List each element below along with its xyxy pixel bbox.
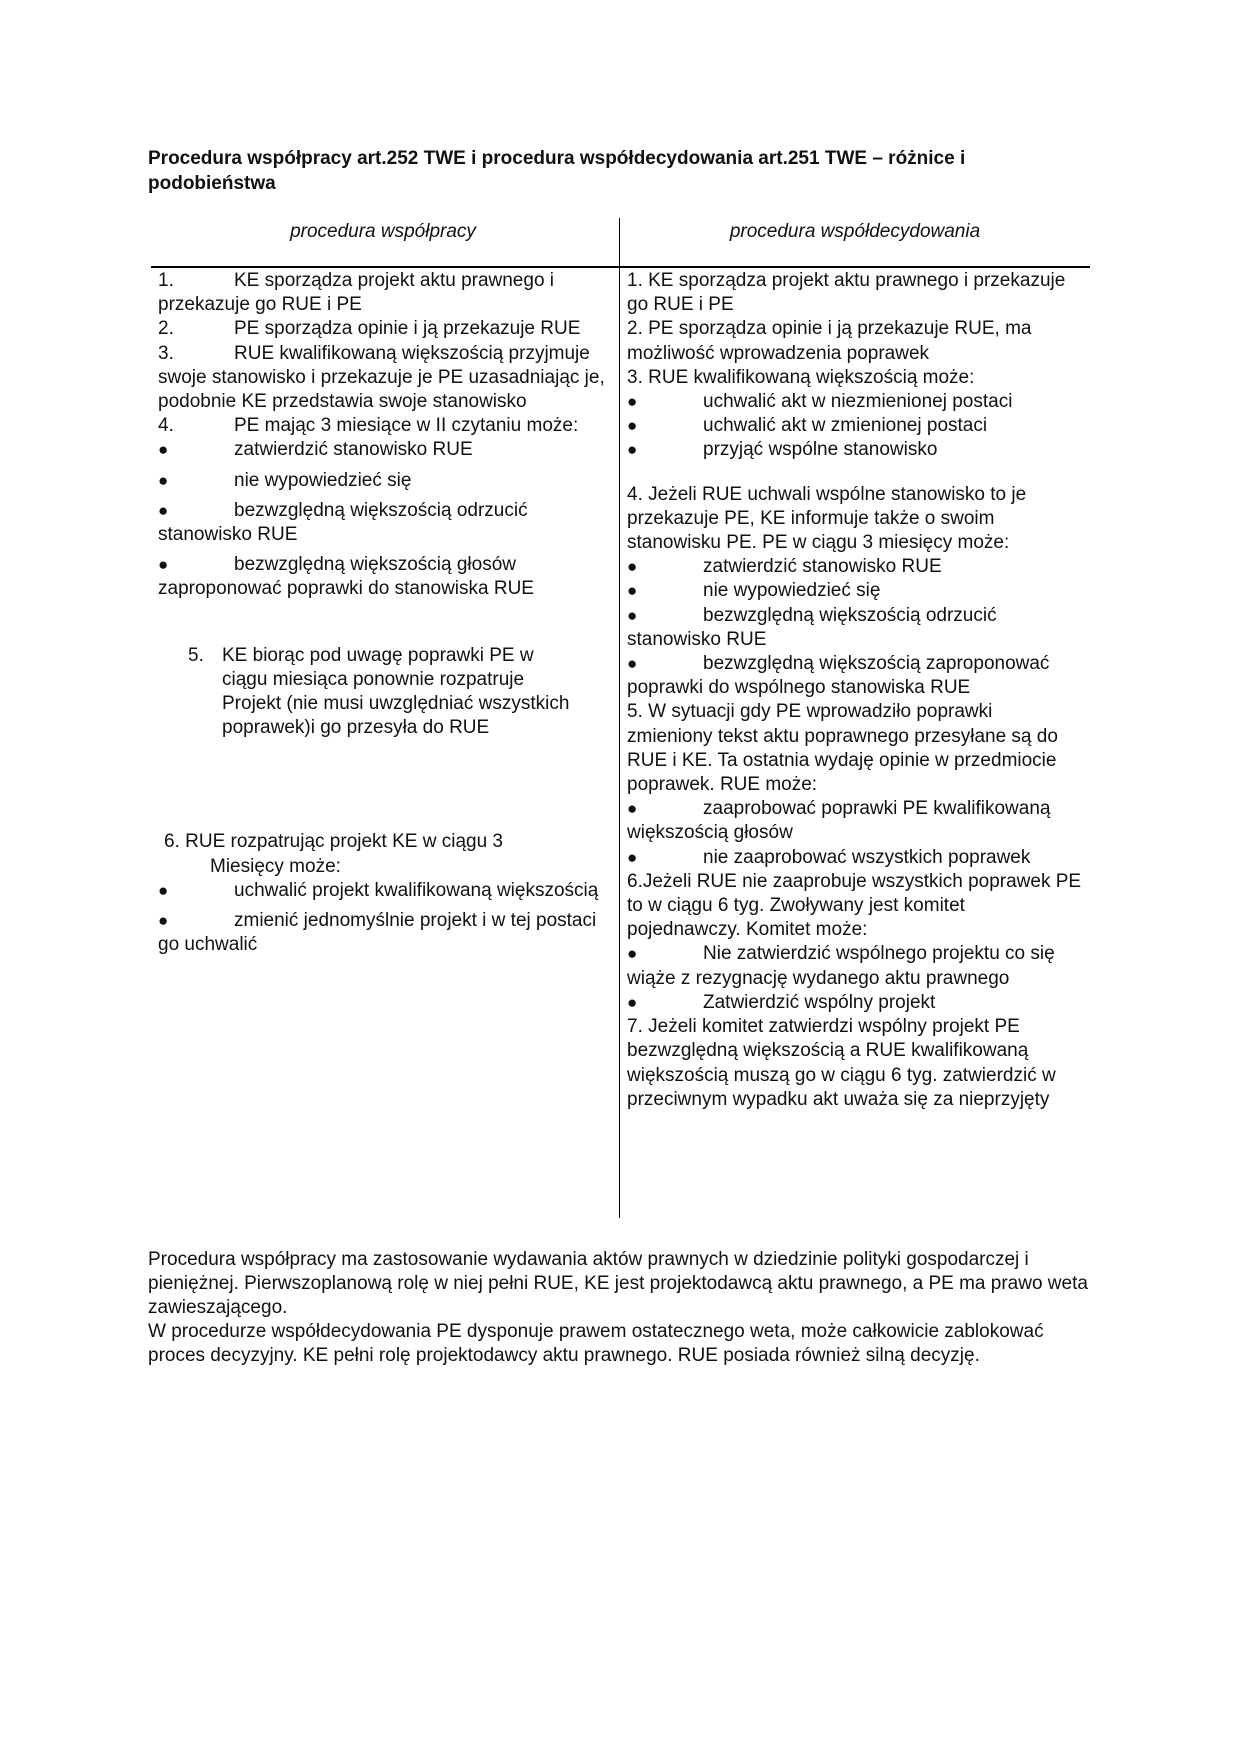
bullet-icon xyxy=(158,499,234,523)
left-header-rule xyxy=(151,266,619,268)
codecision-procedure-column xyxy=(627,269,1082,1112)
list-item: 4. Jeżeli RUE uchwali wspólne stanowisko to je przekazuje PE, KE informuje także o swoim stanowisku PE. PE w ciągu 3 miesięcy może: xyxy=(627,483,1027,554)
bullet-item: ●zmienić jednomyślnie projekt i w tej postaci go uchwalić xyxy=(158,909,613,957)
list-item: 2. PE sporządza opinie i ją przekazuje RUE, ma możliwość wprowadzenia poprawek xyxy=(627,318,1032,364)
list-item: 7. Jeżeli komitet zatwierdzi wspólny projekt PE bezwzględną większością a RUE kwalifikowaną większością muszą go w ciągu 6 tyg. zatwierdzić w przeciwnym wypadku akt uważa się za nieprzyjęty xyxy=(627,1016,1056,1110)
summary xyxy=(148,1248,1088,1368)
bullet-item: ●Nie zatwierdzić wspólnego projektu co się wiąże z rezygnację wydanego aktu prawnego xyxy=(627,942,1082,990)
right-header-rule xyxy=(620,266,1090,268)
list-item: 4. PE mając 3 miesiące w II czytaniu może: xyxy=(158,415,579,437)
bullet-icon xyxy=(627,846,703,870)
list-item: 2. PE sporządza opinie i ją przekazuje RUE xyxy=(158,318,581,340)
bullet-icon xyxy=(627,991,703,1015)
list-item: 6.Jeżeli RUE nie zaaprobuje wszystkich poprawek PE to w ciągu 6 tyg. Zwoływany jest komitet pojednawczy. Komitet może: xyxy=(627,870,1082,941)
list-item: 5. KE biorąc pod uwagę poprawki PE w ciągu miesiąca ponownie rozpatruje Projekt (nie musi uwzględniać wszystkich poprawek)i go przesyła do RUE xyxy=(188,644,570,739)
bullet-icon xyxy=(158,438,234,462)
bullet-item: ●zaaprobować poprawki PE kwalifikowaną większością głosów xyxy=(627,797,1082,845)
bullet-item: ●uchwalić akt w zmienionej postaci xyxy=(627,414,1082,438)
bullet-icon xyxy=(627,438,703,462)
column-divider xyxy=(619,218,620,1218)
bullet-icon xyxy=(627,579,703,603)
left-column-header: procedura współpracy xyxy=(290,221,476,242)
bullet-item: ●zatwierdzić stanowisko RUE xyxy=(627,555,1082,579)
page-title: Procedura współpracy art.252 TWE i procedura współdecydowania art.251 TWE – różnice i podobieństwa xyxy=(148,148,966,194)
bullet-item: ●nie wypowiedzieć się xyxy=(158,469,613,493)
bullet-item: ●nie zaaprobować wszystkich poprawek xyxy=(627,846,1082,870)
summary-paragraph: W procedurze współdecydowania PE dysponuje prawem ostatecznego weta, może całkowicie zablokować proces decyzyjny. KE pełni rolę projektodawcy aktu prawnego. RUE posiada również silną decyzję. xyxy=(148,1321,1044,1366)
bullet-icon xyxy=(158,469,234,493)
list-item: 1. KE sporządza projekt aktu prawnego i przekazuje go RUE i PE xyxy=(158,270,555,316)
bullet-icon xyxy=(158,879,234,903)
list-item: 5. W sytuacji gdy PE wprowadziło poprawki zmieniony tekst aktu poprawnego przesyłane są do RUE i KE. Ta ostatnia wydaję opinie w przedmiocie poprawek. RUE może: xyxy=(627,701,1058,796)
bullet-item: ●nie wypowiedzieć się xyxy=(627,579,1082,603)
bullet-item: ●przyjąć wspólne stanowisko xyxy=(627,438,1082,462)
bullet-item: ●bezwzględną większością odrzucić stanowisko RUE xyxy=(627,604,1082,652)
summary-paragraph: Procedura współpracy ma zastosowanie wydawania aktów prawnych w dziedzinie polityki gospodarczej i pieniężnej. Pierwszoplanową rolę w niej pełni RUE, KE jest projektodawcą aktu prawnego, a PE ma prawo weta zawieszającego. xyxy=(148,1249,1088,1318)
bullet-item: ●bezwzględną większością odrzucić stanowisko RUE xyxy=(158,499,613,547)
list-item: 1. KE sporządza projekt aktu prawnego i przekazuje go RUE i PE xyxy=(627,270,1066,316)
bullet-icon xyxy=(158,909,234,933)
bullet-icon xyxy=(627,942,703,966)
bullet-icon xyxy=(627,414,703,438)
bullet-item: ●bezwzględną większością zaproponować poprawki do wspólnego stanowiska RUE xyxy=(627,652,1082,700)
bullet-item: ●zatwierdzić stanowisko RUE xyxy=(158,438,613,462)
bullet-icon xyxy=(627,390,703,414)
bullet-icon xyxy=(627,652,703,676)
right-column-header: procedura współdecydowania xyxy=(729,221,981,242)
bullet-item: ●Zatwierdzić wspólny projekt xyxy=(627,991,1082,1015)
bullet-icon xyxy=(158,553,234,577)
bullet-icon xyxy=(627,604,703,628)
bullet-item: ●uchwalić projekt kwalifikowaną większością xyxy=(158,879,613,903)
bullet-item: ●uchwalić akt w niezmienionej postaci xyxy=(627,390,1082,414)
list-item: 3. RUE kwalifikowaną większością może: xyxy=(627,366,975,388)
bullet-icon xyxy=(627,797,703,821)
list-item: 3. RUE kwalifikowaną większością przyjmuje swoje stanowisko i przekazuje je PE uzasadniając je, podobnie KE przedstawia swoje stanowisko xyxy=(158,342,605,413)
list-item: 6. RUE rozpatrując projekt KE w ciągu 3 Miesięcy może: xyxy=(164,831,504,877)
cooperation-procedure-column xyxy=(158,269,613,957)
bullet-item: ●bezwzględną większością głosów zaproponować poprawki do stanowiska RUE xyxy=(158,553,613,601)
bullet-icon xyxy=(627,555,703,579)
